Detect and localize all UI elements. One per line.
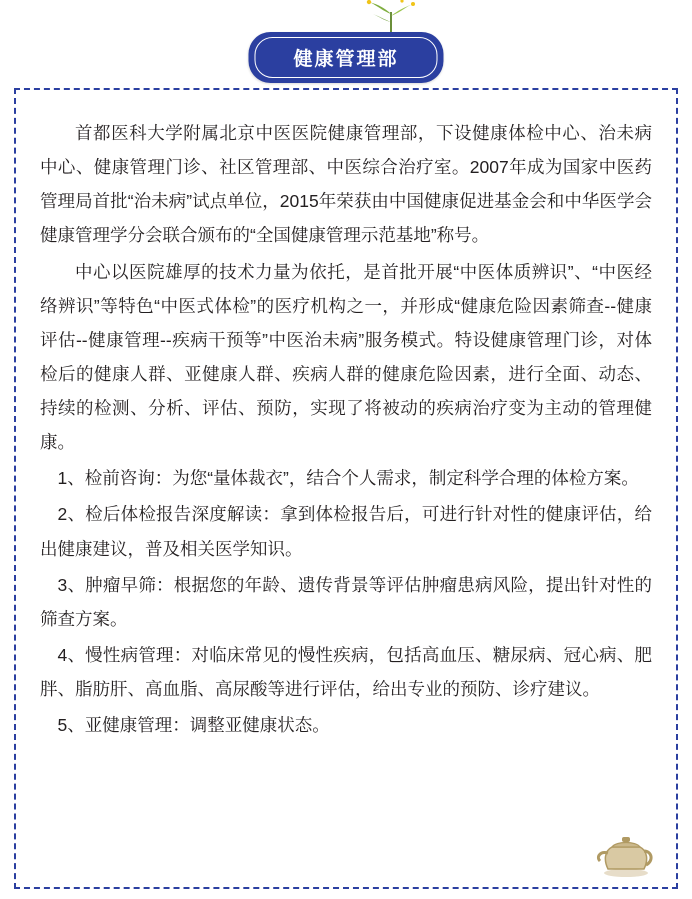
page-header: [0, 0, 692, 86]
service-item-4: 4、慢性病管理：对临床常见的慢性疾病，包括高血压、糖尿病、冠心病、肥胖、脂肪肝、高血脂、高尿酸等进行评估，给出专业的预防、诊疗建议。: [40, 644, 652, 699]
paragraph-intro: 首都医科大学附属北京中医医院健康管理部，下设健康体检中心、治未病中心、健康管理门诊、社区管理部、中医综合治疗室。2007年成为国家中医药管理局首批“治未病”试点单位，2015年荣获由中国健康促进基金会和中华医学会健康管理学分会联合颁布的“全国健康管理示范基地”称号。: [40, 123, 652, 246]
teapot-icon: [594, 821, 658, 879]
paragraph-center-overview: 中心以医院雄厚的技术力量为依托，是首批开展“中医体质辨识”、“中医经络辨识”等特色“中医式体检”的医疗机构之一，并形成“健康危险因素筛查--健康评估--健康管理--疾病干预等”中医治未病”服务模式。特设健康管理门诊，对体检后的健康人群、亚健康人群、疾病人群的健康危险因素，进行全面、动态、持续的检测、分析、评估、预防，实现了将被动的疾病治疗变为主动的管理健康。: [40, 261, 652, 453]
service-item-1: 1、检前咨询：为您“量体裁衣”，结合个人需求，制定科学合理的体检方案。: [57, 468, 639, 489]
content-panel: [14, 88, 678, 889]
service-item-3: 3、肿瘤早筛：根据您的年龄、遗传背景等评估肿瘤患病风险，提出针对性的筛查方案。: [40, 574, 652, 629]
service-item-2: 2、检后体检报告深度解读：拿到体检报告后，可进行针对性的健康评估，给出健康建议，普及相关医学知识。: [40, 504, 652, 559]
badge-outer: [248, 32, 443, 83]
section-badge: [248, 32, 443, 83]
service-item-5: 5、亚健康管理：调整亚健康状态。: [57, 715, 330, 736]
badge-title: 健康管理部: [254, 37, 437, 78]
